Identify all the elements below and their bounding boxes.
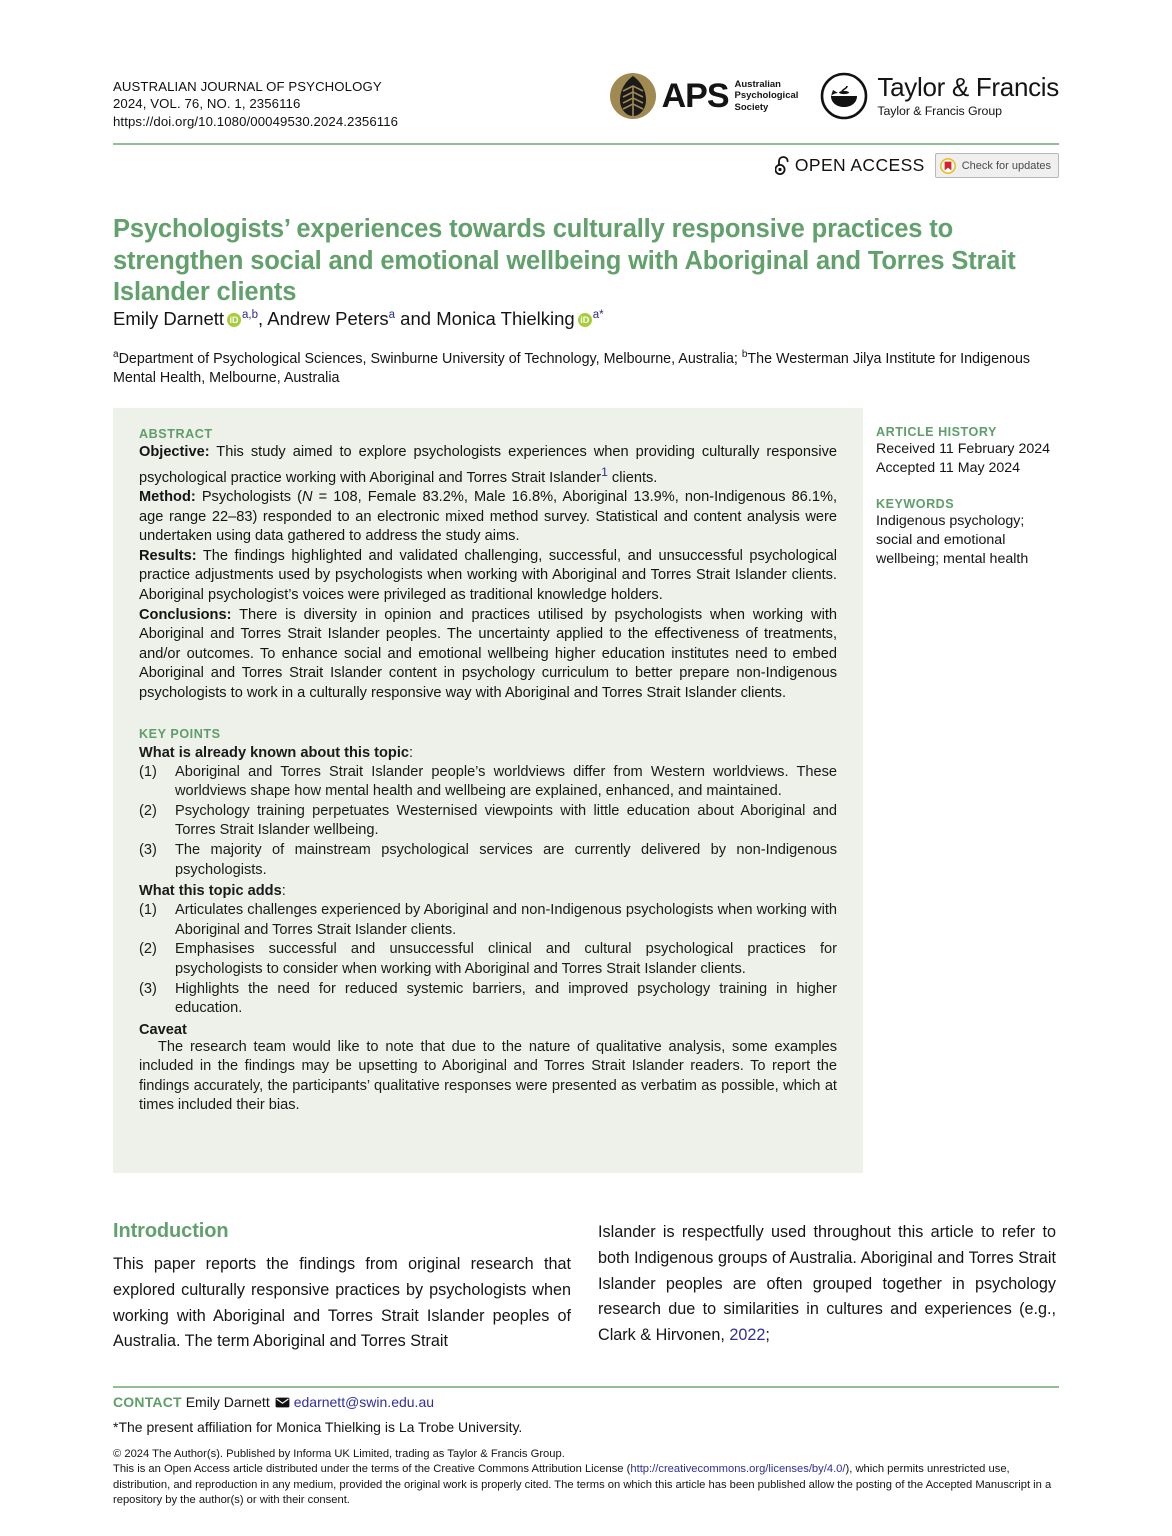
copyright-line: © 2024 The Author(s). Published by Informa UK Limited, trading as Taylor & Francis Group. xyxy=(113,1448,565,1460)
taylor-francis-logo xyxy=(820,72,1059,120)
affil-text-b: The Westerman Jilya Institute for Indigenous Mental Health, Melbourne, Australia xyxy=(113,350,1031,387)
envelope-icon xyxy=(275,1393,290,1404)
abstract-method-n: N xyxy=(302,489,313,506)
author-sep-1: , xyxy=(258,308,268,330)
keywords-label: KEYWORDS xyxy=(876,497,955,511)
list-item-number: (1) xyxy=(139,763,157,780)
caveat-text: The research team would like to note that due to the nature of qualitative analysis, some examples included in the findings may be upsetting to Aboriginal and Torres Strait Islander readers. To report the findings accurately, the participants’ qualitative responses were presented as verbatim as possible, which at times included their bias. xyxy=(139,1038,837,1114)
aps-logo-icon xyxy=(610,73,656,119)
abstract-results xyxy=(139,547,837,606)
open-lock-icon xyxy=(775,156,789,176)
legal-block xyxy=(113,1447,1059,1509)
introduction-paragraph-right xyxy=(598,1220,1056,1349)
license-text-b: ), which permits unrestricted use, distribution, and reproduction in any medium, provided the original work is properly cited. The terms on which this article has been published allow the posting of the Accepted Manuscript in a repository by the author(s) or with their consent. xyxy=(113,1463,1052,1507)
article-history-label: ARTICLE HISTORY xyxy=(876,425,997,439)
key-points-section xyxy=(139,727,837,1117)
author-affil-marker-2: a xyxy=(388,309,396,321)
section-heading-introduction: Introduction xyxy=(113,1220,229,1242)
list-item xyxy=(139,841,837,880)
list-item-text: Articulates challenges experienced by Aboriginal and non-Indigenous psychologists when working with Aboriginal and Torres Strait Islander clients. xyxy=(175,902,837,938)
abstract-objective-label: Objective: xyxy=(139,444,210,460)
taylor-francis-lamp-icon xyxy=(820,72,868,120)
introduction-paragraph-left: This paper reports the findings from original research that explored culturally responsive practices by psychologists when working with Aboriginal and Torres Strait Islander peoples of Australia. The term Aboriginal and Torres Strait xyxy=(113,1255,571,1351)
affiliation-note: *The present affiliation for Monica Thielking is La Trobe University. xyxy=(113,1419,523,1435)
author-name-3[interactable]: Monica Thielking xyxy=(436,308,575,330)
article-received-date: Received 11 February 2024 xyxy=(876,441,1051,457)
list-item-number: (2) xyxy=(139,802,157,819)
abstract-objective-text-b: clients. xyxy=(607,469,658,486)
citation-link[interactable]: 2022 xyxy=(729,1326,766,1345)
abstract-conclusions xyxy=(139,606,837,704)
abstract-panel xyxy=(113,408,863,1173)
affil-marker-a: a xyxy=(113,349,119,360)
list-item-number: (3) xyxy=(139,841,157,858)
orcid-icon[interactable]: iD xyxy=(578,313,592,327)
author-affil-marker-3: a* xyxy=(592,309,604,321)
author-affil-marker-1: a,b xyxy=(242,309,259,321)
aps-wordmark: APS xyxy=(661,77,729,115)
journal-name: AUSTRALIAN JOURNAL OF PSYCHOLOGY xyxy=(113,79,382,94)
taylor-francis-text xyxy=(877,74,1059,117)
list-item xyxy=(139,802,837,841)
keywords-text: Indigenous psychology; social and emotional wellbeing; mental health xyxy=(876,513,1029,567)
masthead xyxy=(113,72,1059,140)
taylor-francis-group: Taylor & Francis Group xyxy=(877,103,1002,118)
check-for-updates-label: Check for updates xyxy=(961,159,1051,172)
footer-divider xyxy=(113,1386,1059,1388)
list-item-number: (1) xyxy=(139,902,157,919)
abstract-body xyxy=(139,443,837,704)
abstract-method-label: Method: xyxy=(139,489,196,506)
list-item-text: Aboriginal and Torres Strait Islander people’s worldviews differ from Western worldviews. These worldviews shape how mental health and wellbeing are explained, enhanced, and maintained. xyxy=(175,763,837,800)
key-points-known-heading-text: What is already known about this topic xyxy=(139,744,410,761)
open-access-label: OPEN ACCESS xyxy=(794,155,925,175)
list-item-text: Emphasises successful and unsuccessful clinical and cultural psychological practices for psychologists to consider when working with Aboriginal and Torres Strait Islander clients. xyxy=(175,941,837,977)
crossmark-icon xyxy=(940,158,956,174)
aps-subtitle-line3: Society xyxy=(734,101,769,113)
affil-marker-b: b xyxy=(741,349,748,360)
publisher-logos xyxy=(610,72,1059,120)
license-line xyxy=(113,1462,1059,1508)
introduction-text-b: ; xyxy=(765,1326,770,1345)
abstract-objective xyxy=(139,443,837,488)
caveat-heading: Caveat xyxy=(139,1021,187,1038)
key-points-adds-list xyxy=(139,901,837,1019)
key-points-known-heading-colon: : xyxy=(409,744,414,761)
page-title: Psychologists’ experiences towards culturally responsive practices to strengthen social and emotional wellbeing with Aboriginal and Torres Strait Islander clients xyxy=(113,215,1016,307)
list-item xyxy=(139,763,837,802)
key-points-adds-heading xyxy=(139,881,837,901)
aps-logo xyxy=(610,73,799,119)
author-name-1[interactable]: Emily Darnett xyxy=(113,308,225,330)
contact-name: Emily Darnett xyxy=(185,1394,270,1410)
body-column-left xyxy=(113,1220,571,1355)
taylor-francis-wordmark: Taylor & Francis xyxy=(877,72,1059,103)
aps-subtitle xyxy=(735,79,799,114)
open-access-badge xyxy=(775,155,925,176)
abstract-footnote-marker[interactable]: 1 xyxy=(601,464,608,479)
abstract-objective-text-a: This study aimed to explore psychologists experiences when providing culturally responsive psychological practice working with Aboriginal and Torres Strait Islander xyxy=(139,444,837,486)
orcid-icon[interactable]: iD xyxy=(227,313,241,327)
check-for-updates-button[interactable] xyxy=(935,153,1059,178)
aps-subtitle-line1: Australian xyxy=(734,78,781,90)
author-name-2[interactable]: Andrew Peters xyxy=(267,308,389,330)
body-column-right xyxy=(598,1220,1056,1349)
license-link[interactable]: http://creativecommons.org/licenses/by/4.0/ xyxy=(630,1463,846,1476)
contact-email[interactable]: edarnett@swin.edu.au xyxy=(293,1394,435,1410)
journal-doi[interactable]: https://doi.org/10.1080/00049530.2024.2356116 xyxy=(113,113,399,129)
abstract-label: ABSTRACT xyxy=(139,427,213,441)
abstract-results-label: Results: xyxy=(139,547,197,564)
key-points-adds-heading-text: What this topic adds xyxy=(139,883,282,900)
key-points-label: KEY POINTS xyxy=(139,726,221,741)
journal-issue: 2024, VOL. 76, NO. 1, 2356116 xyxy=(113,96,301,112)
affil-text-a: Department of Psychological Sciences, Swinburne University of Technology, Melbourne, Australia; xyxy=(118,350,742,367)
contact-line xyxy=(113,1392,1059,1413)
keywords-block xyxy=(876,497,1056,569)
list-item-number: (2) xyxy=(139,941,157,958)
author-sep-2: and xyxy=(395,308,437,330)
abstract-method xyxy=(139,488,837,547)
key-points-known-heading xyxy=(139,743,837,763)
article-accepted-date: Accepted 11 May 2024 xyxy=(876,460,1021,476)
contact-label: CONTACT xyxy=(113,1394,182,1410)
list-item xyxy=(139,980,837,1019)
list-item xyxy=(139,940,837,979)
article-meta-column xyxy=(876,425,1056,569)
abstract-method-text-a: Psychologists ( xyxy=(195,489,302,506)
author-list xyxy=(113,303,1053,331)
license-text-a: This is an Open Access article distributed under the terms of the Creative Commons Attribution License ( xyxy=(113,1463,631,1476)
key-points-adds-heading-colon: : xyxy=(281,883,286,900)
abstract-method-text-b: = 108, Female 83.2%, Male 16.8%, Aboriginal 13.9%, non-Indigenous 86.1%, age range 22–83) responded to an electronic mixed method survey. Statistical and content analysis were undertaken using data gathered to address the study aims. xyxy=(139,489,837,545)
key-points-known-list xyxy=(139,763,837,881)
list-item-text: Highlights the need for reduced systemic barriers, and improved psychology training in higher education. xyxy=(175,980,837,1017)
article-history-block xyxy=(876,425,1056,478)
list-item xyxy=(139,901,837,940)
open-access-row xyxy=(775,153,1059,178)
header-divider xyxy=(113,143,1059,145)
introduction-text-a: Islander is respectfully used throughout this article to refer to both Indigenous groups of Australia. Aboriginal and Torres Strait Islander peoples are often grouped together in psychology research due to similarities in cultures and experiences (e.g., Clark & Hirvonen, xyxy=(598,1223,1056,1345)
list-item-text: The majority of mainstream psychological services are currently delivered by non-Indigenous psychologists. xyxy=(175,841,837,878)
abstract-results-text: The findings highlighted and validated challenging, successful, and unsuccessful psychological practice adjustments used by psychologists when working with Aboriginal and Torres Strait Islander clients. Aboriginal psychologist’s voices were privileged as traditional knowledge holders. xyxy=(139,547,837,604)
affiliations xyxy=(113,345,1053,389)
list-item-text: Psychology training perpetuates Westernised viewpoints with little education about Aboriginal and Torres Strait Islander wellbeing. xyxy=(175,802,837,839)
abstract-conclusions-text: There is diversity in opinion and practices utilised by psychologists when working with Aboriginal and Torres Strait Islander peoples. The uncertainty applied to the effectiveness of treatments, and/or outcomes. To enhance social and emotional wellbeing higher education institutes need to embed Aboriginal and Torres Strait Islander content in psychology curriculum to better prepare non-Indigenous psychologists to work in a culturally responsive way with Aboriginal and Torres Strait Islander clients. xyxy=(139,606,837,701)
abstract-conclusions-label: Conclusions: xyxy=(139,606,232,623)
list-item-number: (3) xyxy=(139,980,157,997)
footer xyxy=(113,1392,1059,1509)
aps-subtitle-line2: Psychological xyxy=(734,90,799,102)
